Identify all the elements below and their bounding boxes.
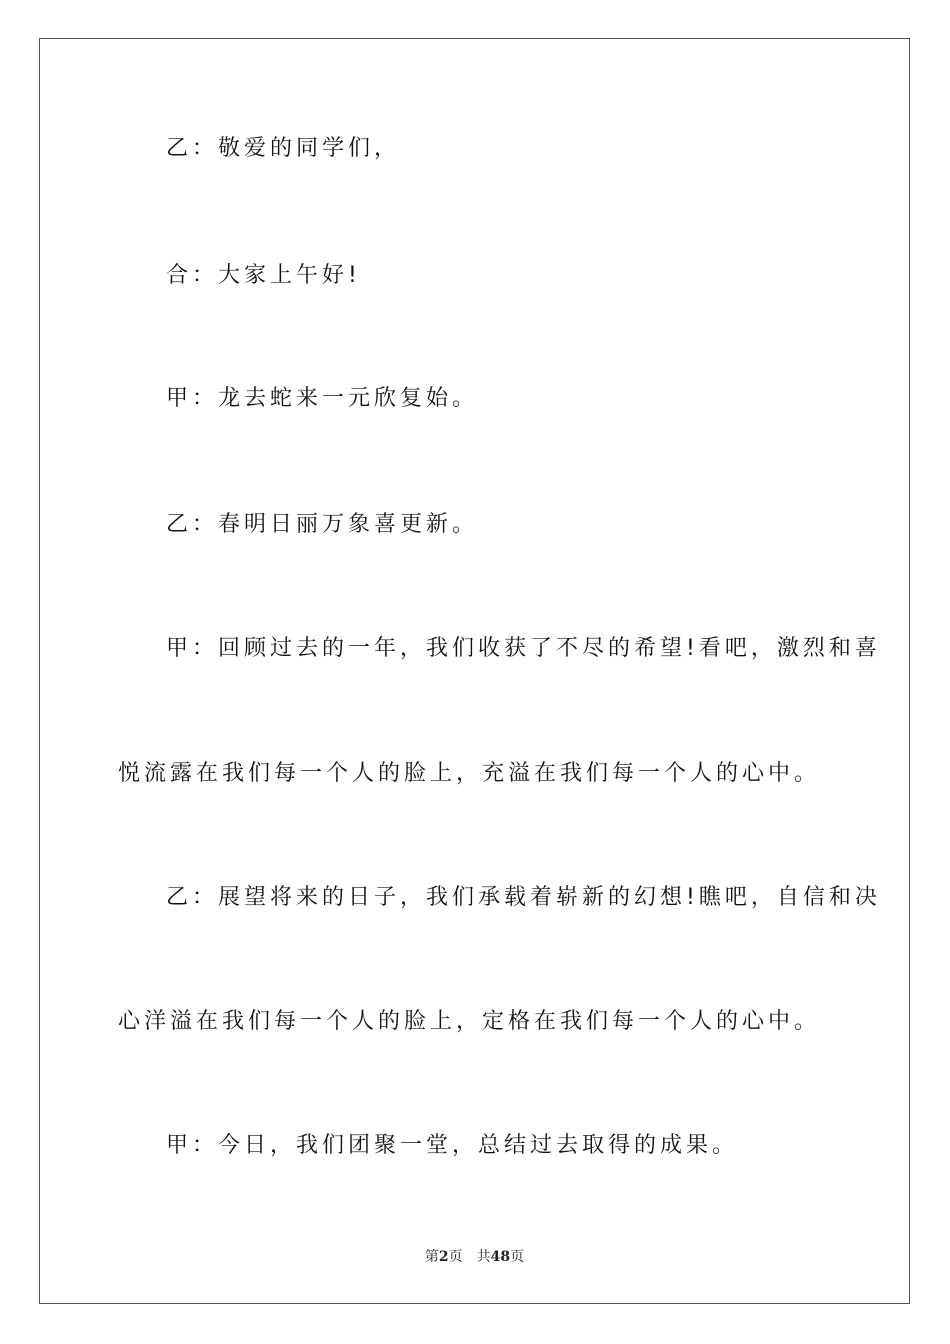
paragraph-line: 心洋溢在我们每一个人的脸上，定格在我们每一个人的心中。 — [118, 1009, 821, 1034]
paragraph-line: 悦流露在我们每一个人的脸上，充溢在我们每一个人的心中。 — [118, 761, 821, 786]
document-page — [39, 38, 910, 1304]
page-footer — [40, 1246, 909, 1266]
paragraph-line: 乙：敬爱的同学们， — [166, 136, 401, 161]
paragraph-line: 甲：龙去蛇来一元欣复始。 — [166, 386, 479, 411]
total-prefix: 共 — [476, 1249, 491, 1265]
page-number: 2 — [438, 1249, 449, 1265]
page-suffix: 页 — [448, 1249, 463, 1265]
paragraph-line: 甲：回顾过去的一年，我们收获了不尽的希望!看吧，激烈和喜 — [166, 636, 881, 661]
paragraph-line: 甲：今日，我们团聚一堂，总结过去取得的成果。 — [166, 1133, 739, 1158]
paragraph-line: 合：大家上午好! — [166, 263, 361, 288]
total-pages: 48 — [490, 1249, 511, 1265]
paragraph-line: 乙：展望将来的日子，我们承载着崭新的幻想!瞧吧，自信和决 — [166, 885, 881, 910]
page-prefix: 第 — [424, 1249, 439, 1265]
paragraph-line: 乙：春明日丽万象喜更新。 — [166, 512, 479, 537]
total-suffix: 页 — [510, 1249, 525, 1265]
